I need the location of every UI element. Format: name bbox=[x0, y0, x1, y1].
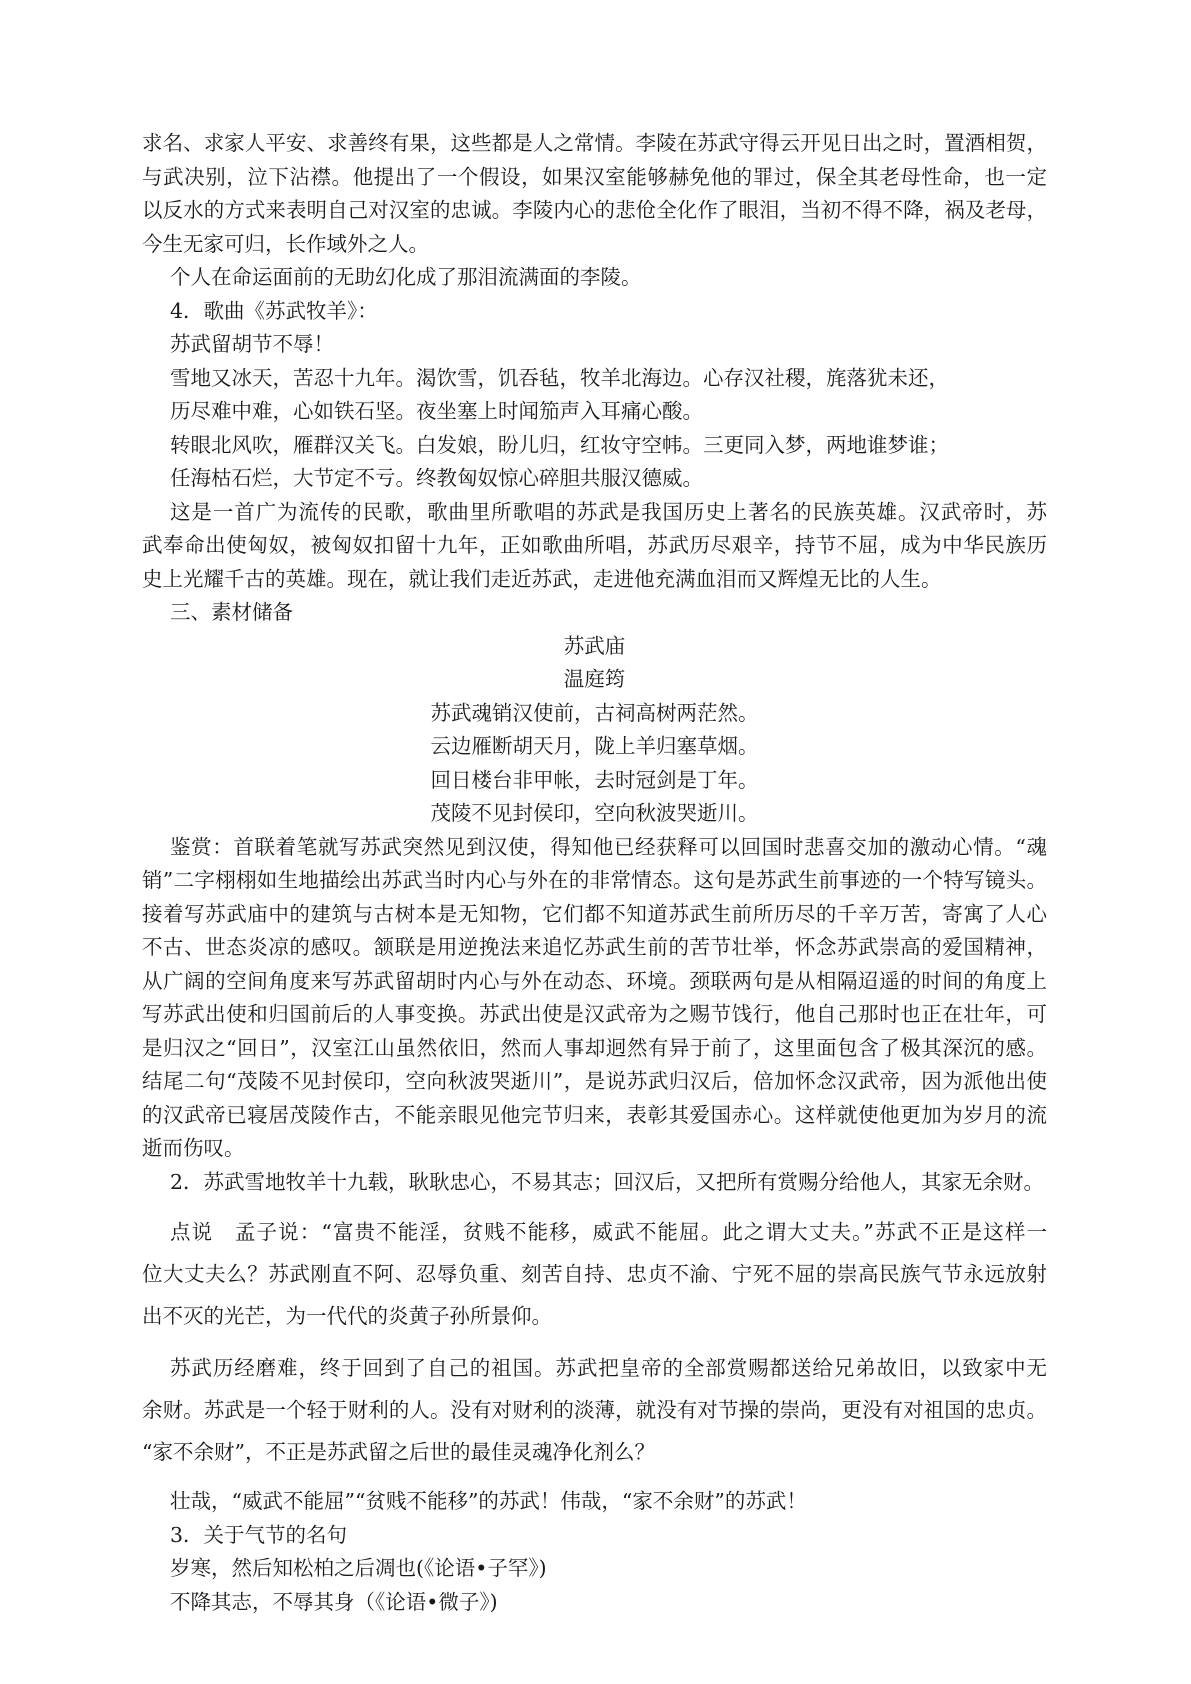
text-line: 以反水的方式来表明自己对汉室的忠诚。李陵内心的悲伧全化作了眼泪，当初不得不降，祸及老母， bbox=[142, 198, 1047, 222]
text-line: 接着写苏武庙中的建筑与古树本是无知物，它们都不知道苏武生前所历尽的千辛万苦，寄寓了人心 bbox=[142, 901, 1047, 926]
text-line: 写苏武出使和归国前后的人事变换。苏武出使是汉武帝为之赐节饯行，他自己那时也正在壮年，可 bbox=[142, 1002, 1047, 1026]
appreciation-paragraph bbox=[142, 831, 1047, 1166]
text-line: 是归汉之“回日”，汉室江山虽然依旧，然而人事却迥然有异于前了，这里面包含了极其深沉的感。 bbox=[142, 1035, 1047, 1060]
text-line: 史上光耀千古的英雄。现在，就让我们走近苏武，走进他充满血泪而又辉煌无比的人生。 bbox=[142, 566, 942, 591]
text-line: 鉴赏：首联着笔就写苏武突然见到汉使，得知他已经获释可以回国时悲喜交加的激动心情。“魂 bbox=[170, 834, 1047, 859]
text-line: 结尾二句“茂陵不见封侯印，空向秋波哭逝川”，是说苏武归汉后，倍加怀念汉武帝，因为派他出使 bbox=[142, 1069, 1047, 1093]
text-line: 求名、求家人平安、求善终有果，这些都是人之常情。李陵在苏武守得云开见日出之时，置酒相贺， bbox=[142, 131, 1047, 155]
poem-line: 回日楼台非甲帐，去时冠剑是丁年。 bbox=[430, 767, 759, 792]
wealth-paragraph bbox=[142, 1347, 1047, 1473]
comment-paragraph bbox=[142, 1211, 1047, 1337]
poem-author: 温庭筠 bbox=[563, 667, 626, 691]
document-page bbox=[142, 127, 1047, 1619]
text-line: 今生无家可归，长作域外之人。 bbox=[142, 231, 429, 256]
text-line: 销”二字栩栩如生地描绘出苏武当时内心与外在的非常情态。这句是苏武生前事迹的一个特写镜头。 bbox=[142, 868, 1047, 892]
item-three: 3．关于气节的名句 bbox=[170, 1522, 348, 1547]
lyric-line: 任海枯石烂，大节定不亏。终教匈奴惊心碎胆共服汉德威。 bbox=[170, 466, 703, 490]
li-ling-paragraph bbox=[142, 127, 1047, 261]
poem bbox=[142, 630, 1047, 831]
text-line: 逝而伤叹。 bbox=[142, 1136, 245, 1160]
quote-line: 岁寒，然后知松柏之后凋也(《论语•子罕》) bbox=[170, 1556, 547, 1580]
poem-line: 茂陵不见封侯印，空向秋波哭逝川。 bbox=[430, 801, 759, 825]
song-heading: 4．歌曲《苏武牧羊》： bbox=[170, 298, 378, 323]
text-line: 出不灭的光芒，为一代代的炎黄子孙所景仰。 bbox=[142, 1304, 552, 1328]
lyric-line: 雪地又冰天，苦忍十九年。渴饮雪，饥吞毡，牧羊北海边。心存汉社稷，旄落犹未还， bbox=[170, 365, 949, 390]
quote-line: 不降其志，不辱其身（《论语•微子》) bbox=[170, 1589, 498, 1614]
text-line: 的汉武帝已寝居茂陵作古，不能亲眼见他完节归来，表彰其爱国赤心。这样就使他更加为岁月的流 bbox=[142, 1102, 1047, 1127]
text-line: 苏武历经磨难，终于回到了自己的祖国。苏武把皇帝的全部赏赐都送给兄弟故旧，以致家中无 bbox=[170, 1356, 1047, 1380]
poem-title: 苏武庙 bbox=[563, 633, 626, 658]
lyric-line: 转眼北风吹，雁群汉关飞。白发娘，盼儿归，红妆守空帏。三更同入梦，两地谁梦谁； bbox=[170, 432, 949, 457]
text-line: 从广阔的空间角度来写苏武留胡时内心与外在动态、环境。颈联两句是从相隔迢遥的时间的角度上 bbox=[142, 968, 1047, 993]
lyric-line: 历尽难中难，心如铁石坚。夜坐塞上时闻笳声入耳痛心酸。 bbox=[170, 399, 703, 423]
item-two: 2．苏武雪地牧羊十九载，耿耿忠心，不易其志；回汉后，又把所有赏赐分给他人，其家无余财。 bbox=[170, 1169, 1045, 1194]
text-line: 余财。苏武是一个轻于财利的人。没有对财利的淡薄，就没有对节操的崇尚，更没有对祖国的忠贞。 bbox=[142, 1398, 1047, 1422]
text-line: 不古、世态炎凉的感叹。颔联是用逆挽法来追忆苏武生前的苦节壮举，怀念苏武崇高的爱国精神， bbox=[142, 935, 1047, 959]
song-intro-paragraph bbox=[142, 496, 1047, 597]
li-ling-summary: 个人在命运面前的无助幻化成了那泪流满面的李陵。 bbox=[170, 265, 642, 289]
exclamation: 壮哉，“威武不能屈”“贫贱不能移”的苏武！伟哉，“家不余财”的苏武！ bbox=[170, 1489, 807, 1513]
lyric-line: 苏武留胡节不辱！ bbox=[170, 332, 334, 356]
song-lyrics bbox=[142, 328, 1047, 496]
text-line: 点说 孟子说：“富贵不能淫，贫贱不能移，威武不能屈。此之谓大丈夫。”苏武不正是这样一 bbox=[170, 1220, 1047, 1244]
poem-line: 苏武魂销汉使前，古祠高树两茫然。 bbox=[430, 700, 759, 725]
text-line: 与武决别，泣下沾襟。他提出了一个假设，如果汉室能够赫免他的罪过，保全其老母性命，也一定 bbox=[142, 164, 1047, 189]
text-line: 这是一首广为流传的民歌，歌曲里所歌唱的苏武是我国历史上著名的民族英雄。汉武帝时，苏 bbox=[170, 499, 1047, 524]
text-line: 武奉命出使匈奴，被匈奴扣留十九年，正如歌曲所唱，苏武历尽艰辛，持节不屈，成为中华民族历 bbox=[142, 533, 1047, 557]
poem-line: 云边雁断胡天月，陇上羊归塞草烟。 bbox=[430, 734, 759, 758]
section-heading: 三、素材储备 bbox=[170, 600, 293, 624]
text-line: “家不余财”，不正是苏武留之后世的最佳灵魂净化剂么？ bbox=[142, 1440, 655, 1464]
text-line: 位大丈夫么？苏武刚直不阿、忍辱负重、刻苦自持、忠贞不渝、宁死不屈的崇高民族气节永远放射 bbox=[142, 1262, 1047, 1286]
